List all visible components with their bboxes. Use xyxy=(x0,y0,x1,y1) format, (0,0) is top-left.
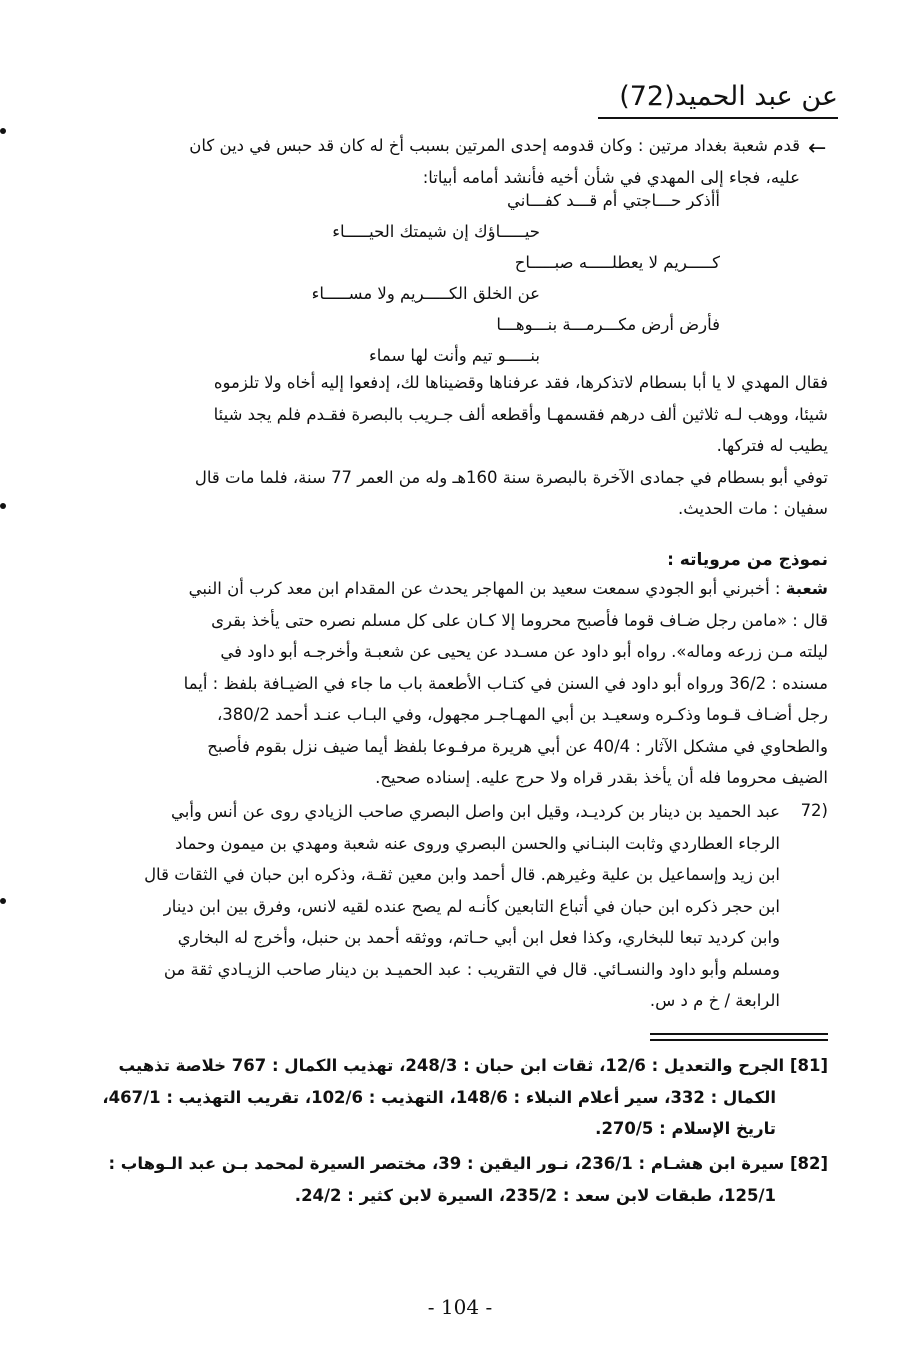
hadith-sample xyxy=(92,573,828,794)
text-line: شيئا، ووهب لـه ثلاثين ألف درهم فقسمهـا وأقطعه ألف جـريب بالبصرة فقـدم فلم يجد شيئا xyxy=(213,404,828,424)
text-line: [81] الجرح والتعديل : 12/6، ثقات ابن حبان : 248/3، تهذيب الكمال : 767 خلاصة تذهيب xyxy=(118,1056,828,1075)
page-number: - 104 - xyxy=(427,1295,493,1319)
margin-mark xyxy=(0,898,6,904)
text-line: تاريخ الإسلام : 270/5. xyxy=(595,1119,776,1138)
text-line: الكمال : 332، سير أعلام النبلاء : 148/6، التهذيب : 102/6، تقريب التهذيب : 467/1، xyxy=(102,1087,776,1107)
text-line: ابن حجر ذكره ابن حبان في أتباع التابعين كأنـه لم يصح عنده لقيه لانس، وفرق بين ابن دينار xyxy=(163,896,780,916)
reference-81 xyxy=(62,1050,828,1145)
text-line: رجل أضـاف قـوما وذكـره وسعيـد بن أبي المهـاجـر مجهول، وفي البـاب عنـد أحمد 380/2، xyxy=(216,705,828,724)
text-line: يطيب له فتركها. xyxy=(716,436,828,455)
text-line: مسنده : 36/2 ورواه أبو داود في السنن في كتـاب الأطعمة باب ما جاء في الضيـافة بلفظ : أيما xyxy=(183,673,828,693)
margin-mark xyxy=(0,503,6,509)
text-line: ابن زيد وإسماعيل بن علية وغيرهم. قال أحمد وابن معين ثقـة، وذكره ابن حبان في الثقات قال xyxy=(144,865,780,884)
poem-verse: بنـــــو تيم وأنت لها سماء xyxy=(369,346,540,365)
text-line: قال : «مامن رجل ضـاف قوما فأصبح محروما إلا كـان على كل مسلم نصره حتى يأخذ بقرى xyxy=(211,610,828,630)
section-heading: نموذج من مروياته : xyxy=(667,550,828,570)
reference-82 xyxy=(62,1148,828,1211)
text-line: وابن كرديد تبعا للبخاري، وكذا فعل ابن أبي حـاتم، ووثقه أحمد بن حنبل، وأخرج له البخاري xyxy=(177,928,780,947)
margin-mark xyxy=(0,128,6,134)
text-line: فقال المهدي لا يا أبا بسطام لاتذكرها، فقد عرفناها وقضيناها لك، إدفعوا إليه أخاه ولا تلزموه xyxy=(213,373,828,392)
biography-paragraph xyxy=(92,367,828,525)
text-line: 125/1، طبقات لابن سعد : 235/2، السيرة لابن كثير : 24/2. xyxy=(294,1185,776,1205)
text-line: الرابعة / خ م د س. xyxy=(649,991,780,1010)
text-line: ليلته مـن زرعه وماله». رواه أبو داود عن مسـدد عن يحيى عن شعبـة وأخرجـه أبو داود في xyxy=(220,642,828,661)
text-line: سفيان : مات الحديث. xyxy=(678,499,828,518)
footnote-text xyxy=(92,796,780,1017)
continuation-arrow-icon: ← xyxy=(808,136,827,161)
footnote-separator xyxy=(650,1033,828,1045)
text-line: والطحاوي في مشكل الآثار : 40/4 عن أبي هريرة مرفـوعا بلفظ أيما ضيف نزل بقوم فأصبح xyxy=(207,736,828,756)
text-line: قدم شعبة بغداد مرتين : وكان قدومه إحدى المرتين بسبب أخ له كان قد حبس في دين كان xyxy=(189,136,800,155)
text-line: توفي أبو بسطام في جمادى الآخرة بالبصرة سنة 160هـ وله من العمر 77 سنة، فلما مات قال xyxy=(194,467,828,487)
poem-verse: عن الخلق الكـــــريم ولا مســـــاء xyxy=(311,284,540,303)
poem-verse: فأرض أرض مكـــرمـــة بنـــوهـــا xyxy=(496,315,720,334)
text-line: عبد الحميد بن دينار بن كرديـد، وقيل ابن واصل البصري صاحب الزيادي روى عن أنس وأبي xyxy=(171,802,780,821)
running-header: عن عبد الحميد(72) xyxy=(619,81,838,112)
poem-verse: كـــــريم لا يعطلـــــه صبـــــاح xyxy=(514,253,720,272)
line-text: : أخبرني أبو الجودي سمعت سعيد بن المهاجر يحدث عن المقدام ابن معد كرب أن النبي xyxy=(188,579,786,598)
poem-verse: أأذكر حـــاجتي أم قـــد كفـــاني xyxy=(506,191,720,210)
text-line: ومسلم وأبو داود والنسـائي. قال في التقريب : عبد الحميـد بن دينار صاحب الزيـادي ثقة من xyxy=(163,959,780,979)
header-rule xyxy=(598,117,838,119)
text-line: عليه، فجاء إلى المهدي في شأن أخيه فأنشد أمامه أبياتا: xyxy=(422,167,800,187)
text-line: الضيف محروما فله أن يأخذ بقدر قراه ولا حرج عليه. إسناده صحيح. xyxy=(375,768,828,787)
poem-verse: حيـــــاؤك إن شيمتك الحيـــــاء xyxy=(332,222,540,241)
text-line: الرجاء العطاردي وثابت البنـاني والحسن البصري وروى عنه شعبة ومهدي بن ميمون وحماد xyxy=(175,833,780,853)
text-line xyxy=(92,573,828,605)
intro-paragraph xyxy=(92,130,800,193)
text-line: [82] سيرة ابن هشـام : 236/1، نـور اليقين : 39، مختصر السيرة لمحمد بـن عبد الـوهاب : xyxy=(108,1154,828,1173)
footnote-number: 72) xyxy=(800,801,828,820)
narrator-name: شعبة xyxy=(785,579,828,598)
